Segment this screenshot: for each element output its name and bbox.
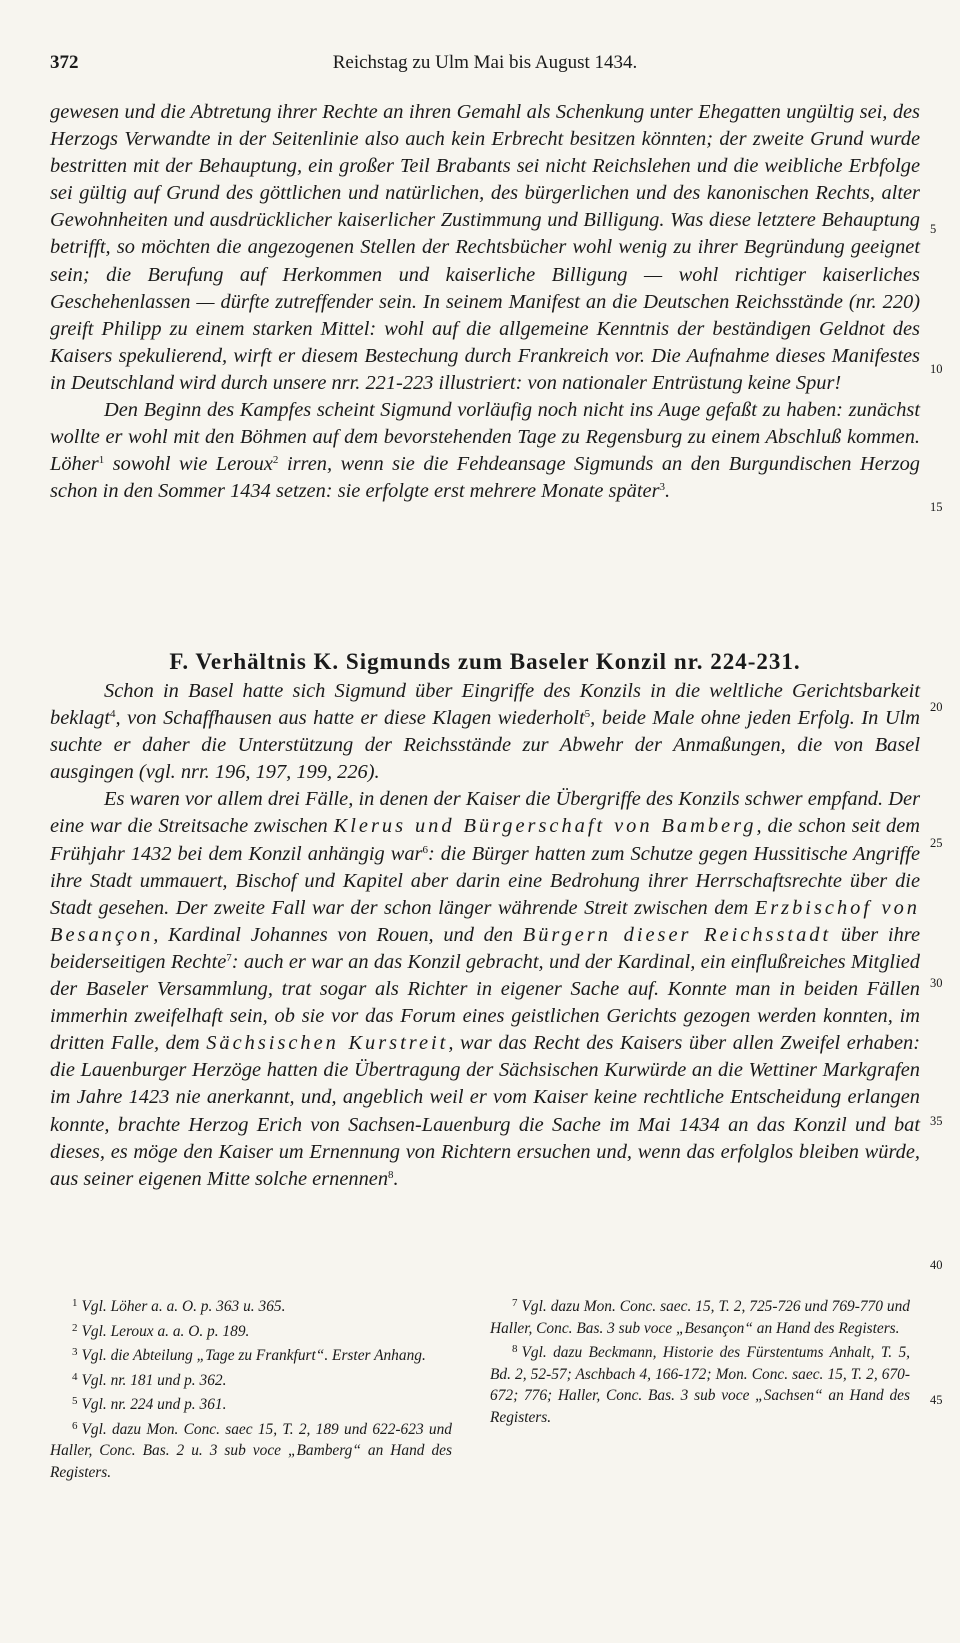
line-number: 5 — [930, 222, 937, 236]
line-number: 40 — [930, 1258, 943, 1272]
line-number: 45 — [930, 1393, 943, 1407]
spaced-term: Sächsischen Kurstreit — [206, 1032, 449, 1055]
text-span: , die schon seit dem Frühjahr 1432 bei dem Konzil anhängig war — [50, 815, 921, 865]
footnote-3 — [50, 1342, 452, 1367]
footnote-text: Vgl. dazu Beckmann, Historie des Fürstentums Anhalt, T. 5, Bd. 2, 52-57; Aschbach 4, 166-172; Mon. Conc. saec. 15, T. 2, 670-672; 776; Haller, Conc. Bas. 3 sub voce „Sachsen“ an Hand des Registers. — [490, 1344, 910, 1426]
paragraph-drei-faelle — [50, 786, 920, 1192]
footnotes-left-column — [50, 1293, 452, 1483]
footnote-ref[interactable]: 7 — [226, 951, 232, 964]
footnote-6 — [50, 1416, 452, 1484]
text-span: Schon in Basel hatte sich Sigmund über Eingriffe des Konzils in die weltliche Gerichtsbarkeit beklagt — [50, 680, 920, 730]
footnote-mark: 2 — [72, 1321, 78, 1334]
footnote-2 — [50, 1318, 452, 1343]
line-number: 35 — [930, 1114, 943, 1128]
spaced-term: Bürgern dieser Reichsstadt — [522, 923, 832, 946]
footnote-ref[interactable]: 2 — [272, 454, 279, 467]
text-span: : die Bürger hatten zum Schutze gegen Hussitische Angriffe ihre Stadt ummauert, Bischof und Kapitel aber darin eine Bedrohung ihrer Herrschaftsrechte über die Stadt gesehen. Der zweite Fall war der schon länger währende Streit zwischen dem — [50, 842, 920, 919]
footnote-text: Vgl. nr. 224 und p. 361. — [81, 1396, 227, 1413]
footnote-ref[interactable]: 8 — [388, 1168, 394, 1181]
footnote-text: Vgl. dazu Mon. Conc. saec 15, T. 2, 189 und 622-623 und Haller, Conc. Bas. 2 u. 3 sub voce „Bamberg“ an Hand des Registers. — [50, 1420, 452, 1481]
text-span: . — [665, 480, 671, 503]
footnote-ref[interactable]: 5 — [584, 708, 591, 721]
text-block-section-f — [50, 678, 920, 1193]
page-number: 372 — [50, 52, 79, 73]
text-span: , war das Recht des Kaisers über allen Zweifel erhaben: die Lauenburger Herzöge hatten die Übertragung der Sächsischen Kurwürde an die Wettiner Markgrafen im Jahre 1423 nie anerkannt, und, angeblich weil er vom Kaiser keine rechtliche Entscheidung erlangen konnte, brachte Herzog Erich von Sachsen-Lauenburg die Sache im Mai 1434 an das Konzil und bat dieses, es möge den Kaiser um Ernennung von Richtern ersuchen und, wenn das erfolglos bleiben würde, aus seiner eigenen Mitte solche ernennen — [50, 1032, 921, 1190]
footnote-ref[interactable]: 6 — [422, 843, 428, 856]
footnote-mark: 6 — [72, 1419, 78, 1432]
footnote-8 — [490, 1339, 910, 1428]
page-header — [50, 52, 920, 82]
footnote-mark: 1 — [72, 1297, 78, 1309]
text-span: : auch er war an das Konzil gebracht, und der Kardinal, ein einflußreiches Mitglied der Baseler Versammlung, trat sogar als Richter in eigener Sache auf. Konnte man in beiden Fällen immerhin zweifelhaft sein, ob sie vor das Forum eines geistlichen Gerichts gezogen werden konnten, im dritten Falle, dem — [50, 950, 920, 1055]
spaced-term: Erzbischof von Besançon — [50, 896, 920, 946]
footnote-mark: 8 — [512, 1343, 518, 1355]
line-number: 15 — [930, 500, 943, 514]
text-span: , von Schaffhausen aus hatte er diese Klagen wiederholt — [115, 707, 585, 730]
footnote-mark: 3 — [72, 1346, 78, 1358]
text-span: über ihre beiderseitigen Rechte — [50, 923, 920, 973]
spaced-term: Klerus und Bürgerschaft von Bamberg — [333, 815, 757, 838]
line-number: 25 — [930, 836, 943, 850]
text-block-top — [50, 99, 920, 505]
section-title: F. Verhältnis K. Sigmunds zum Baseler Konzil nr. 224-231. — [169, 649, 801, 674]
footnote-7 — [490, 1293, 910, 1339]
footnote-ref[interactable]: 4 — [110, 708, 116, 721]
footnote-ref[interactable]: 1 — [98, 454, 105, 467]
footnotes-right-column — [490, 1293, 910, 1428]
footnotes — [50, 1293, 920, 1523]
paragraph-brabant: gewesen und die Abtretung ihrer Rechte an ihren Gemahl als Schenkung unter Ehegatten ungültig sei, des Herzogs Verwandte in der Seitenlinie also auch kein Erbrecht besitzen könnten; der zweite Grund wurde bestritten mit der Behauptung, ein großer Teil Brabants sei nicht Reichslehen und die weibliche Erbfolge sei gültig auf Grund des göttlichen und natürlichen, des bürgerlichen und des kanonischen Rechts, alter Gewohnheiten und ausdrücklicher kaiserlicher Zustimmung und Billigung. Was diese letztere Behauptung betrifft, so möchten die angezogenen Stellen der Rechtsbücher wohl wenig zu ihrer Begründung geeignet sein; die Berufung auf Herkommen und kaiserliche Billigung — wohl richtiger kaiserliches Geschehenlassen — dürfte zutreffender sein. In seinem Manifest an die Deutschen Reichsstände (nr. 220) greift Philipp zu einem starken Mittel: wohl auf die allgemeine Kenntnis der beständigen Geldnot des Kaisers spekulierend, wirft er diesem Bestechung durch Frankreich vor. Die Aufnahme dieses Manifestes in Deutschland wird durch unsere nrr. 221-223 illustriert: von nationaler Entrüstung keine Spur! — [50, 101, 920, 394]
footnote-text: Vgl. nr. 181 und p. 362. — [81, 1371, 227, 1389]
footnote-mark: 7 — [512, 1297, 518, 1309]
running-title: Reichstag zu Ulm Mai bis August 1434. — [332, 52, 638, 73]
line-number: 10 — [930, 362, 943, 376]
footnote-text: Vgl. dazu Mon. Conc. saec. 15, T. 2, 725-726 und 769-770 und Haller, Conc. Bas. 3 sub voce „Besançon“ an Hand des Registers. — [490, 1298, 910, 1337]
line-number: 30 — [930, 976, 943, 990]
text-span: irren, wenn sie die Fehdeansage Sigmunds an den Burgundischen Herzog schon in den Sommer 1434 setzen: sie erfolgte erst mehrere Monate später — [50, 453, 921, 503]
footnote-mark: 4 — [72, 1370, 78, 1383]
text-span: . — [393, 1167, 399, 1190]
section-heading — [50, 648, 920, 676]
line-number: 20 — [930, 700, 943, 714]
footnote-4 — [50, 1367, 452, 1392]
paragraph-basel — [50, 678, 920, 786]
text-span: Den Beginn des Kampfes scheint Sigmund vorläufig noch nicht ins Auge gefaßt zu haben: zunächst wollte er wohl mit den Böhmen auf dem bevorstehenden Tage zu Regensburg zu einem Abschluß kommen. Löher — [50, 399, 920, 476]
footnote-text: Vgl. Leroux a. a. O. p. 189. — [81, 1322, 250, 1340]
footnote-text: Vgl. die Abteilung „Tage zu Frankfurt“. Erster Anhang. — [81, 1347, 426, 1364]
footnote-1 — [50, 1293, 452, 1318]
footnote-ref[interactable]: 3 — [659, 481, 666, 494]
footnote-mark: 5 — [72, 1395, 78, 1407]
footnote-text: Vgl. Löher a. a. O. p. 363 u. 365. — [81, 1298, 286, 1315]
paragraph-kampf — [50, 397, 920, 505]
footnote-5 — [50, 1391, 452, 1416]
text-span: Es waren vor allem drei Fälle, in denen der Kaiser die Übergriffe des Konzils schwer empfand. Der eine war die Streitsache zwischen — [50, 788, 920, 838]
text-span: , Kardinal Johannes von Rouen, und den — [153, 923, 523, 946]
text-span: sowohl wie Leroux — [104, 453, 273, 476]
text-span: , beide Male ohne jeden Erfolg. In Ulm suchte er daher die Unterstützung der Reichsstände zur Abwehr der Anmaßungen, die von Basel ausgingen (vgl. nrr. 196, 197, 199, 226). — [50, 707, 920, 784]
